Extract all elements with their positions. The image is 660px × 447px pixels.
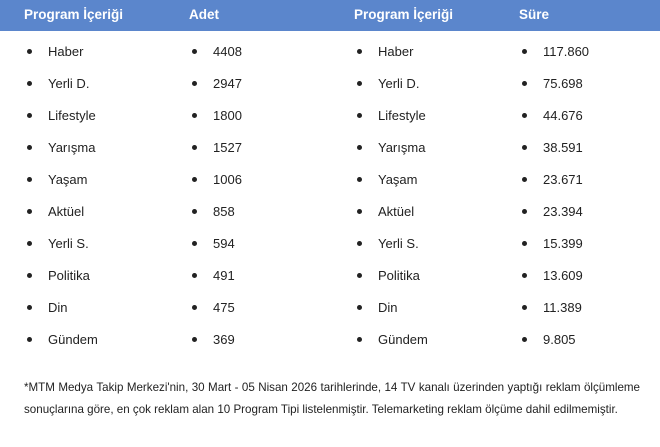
table-header xyxy=(0,0,660,31)
cell-text: Yerli D. xyxy=(378,76,420,91)
cell-text: 13.609 xyxy=(543,268,583,283)
header-program-content-2: Program İçeriği xyxy=(354,7,454,22)
adet-value-cell xyxy=(213,300,235,315)
bullet-icon xyxy=(522,81,527,86)
cell-text: 75.698 xyxy=(543,76,583,91)
bullet-icon xyxy=(522,177,527,182)
table-row xyxy=(0,132,660,164)
sure-program-cell xyxy=(378,172,418,187)
cell-text: Yarışma xyxy=(378,140,426,155)
adet-value-cell xyxy=(213,108,242,123)
cell-text: 2947 xyxy=(213,76,242,91)
adet-program-cell xyxy=(48,44,83,59)
adet-value-cell xyxy=(213,172,242,187)
bullet-icon xyxy=(27,113,32,118)
adet-value-cell xyxy=(213,204,235,219)
cell-text: 117.860 xyxy=(543,44,590,59)
sure-value-cell xyxy=(543,76,583,91)
bullet-icon xyxy=(357,113,362,118)
adet-program-cell xyxy=(48,300,68,315)
cell-text: 23.394 xyxy=(543,204,583,219)
cell-text: Aktüel xyxy=(378,204,415,219)
cell-text: 9.805 xyxy=(543,332,576,347)
bullet-icon xyxy=(357,49,362,54)
cell-text: Haber xyxy=(48,44,84,59)
table-row xyxy=(0,228,660,260)
bullet-icon xyxy=(357,209,362,214)
bullet-icon xyxy=(357,273,362,278)
cell-text: Haber xyxy=(378,44,414,59)
adet-program-cell xyxy=(48,108,96,123)
cell-text: Gündem xyxy=(48,332,98,347)
bullet-icon xyxy=(522,145,527,150)
cell-text: Yarışma xyxy=(48,140,96,155)
cell-text: 11.389 xyxy=(543,300,582,315)
header-duration: Süre xyxy=(519,7,550,22)
bullet-icon xyxy=(192,209,197,214)
cell-text: Yerli D. xyxy=(48,76,90,91)
sure-program-cell xyxy=(378,236,419,251)
table-row xyxy=(0,100,660,132)
cell-text: Gündem xyxy=(378,332,428,347)
bullet-icon xyxy=(357,81,362,86)
bullet-icon xyxy=(27,49,32,54)
bullet-icon xyxy=(27,241,32,246)
bullet-icon xyxy=(27,209,32,214)
header-count: Adet xyxy=(189,7,219,22)
table-row xyxy=(0,324,660,356)
cell-text: Din xyxy=(48,300,68,315)
adet-value-cell xyxy=(213,236,235,251)
cell-text: 4408 xyxy=(213,44,242,59)
cell-text: Yaşam xyxy=(378,172,418,187)
sure-program-cell xyxy=(378,76,419,91)
bullet-icon xyxy=(522,209,527,214)
sure-program-cell xyxy=(378,204,414,219)
header-program-content-1: Program İçeriği xyxy=(24,7,124,22)
table-row xyxy=(0,292,660,324)
bullet-icon xyxy=(27,145,32,150)
cell-text: 369 xyxy=(213,332,235,347)
sure-value-cell xyxy=(543,204,583,219)
cell-text: 1527 xyxy=(213,140,242,155)
sure-value-cell xyxy=(543,332,576,347)
bullet-icon xyxy=(357,305,362,310)
adet-value-cell xyxy=(213,268,235,283)
sure-program-cell xyxy=(378,44,413,59)
sure-program-cell xyxy=(378,332,428,347)
cell-text: 23.671 xyxy=(543,172,583,187)
bullet-icon xyxy=(357,337,362,342)
sure-value-cell xyxy=(543,300,582,315)
sure-value-cell xyxy=(543,140,583,155)
cell-text: Politika xyxy=(48,268,90,283)
sure-value-cell xyxy=(543,268,583,283)
sure-value-cell xyxy=(543,108,583,123)
cell-text: Lifestyle xyxy=(48,108,96,123)
bullet-icon xyxy=(192,337,197,342)
sure-program-cell xyxy=(378,300,398,315)
cell-text: 475 xyxy=(213,300,235,315)
bullet-icon xyxy=(522,241,527,246)
cell-text: 491 xyxy=(213,268,235,283)
table-row xyxy=(0,36,660,68)
cell-text: Yerli S. xyxy=(48,236,89,251)
bullet-icon xyxy=(522,305,527,310)
sure-value-cell xyxy=(543,236,583,251)
cell-text: Din xyxy=(378,300,398,315)
bullet-icon xyxy=(522,273,527,278)
bullet-icon xyxy=(192,177,197,182)
adet-program-cell xyxy=(48,140,95,155)
table-body xyxy=(0,36,660,356)
table-row xyxy=(0,260,660,292)
cell-text: 594 xyxy=(213,236,235,251)
sure-value-cell xyxy=(543,44,589,59)
bullet-icon xyxy=(27,305,32,310)
bullet-icon xyxy=(522,337,527,342)
bullet-icon xyxy=(27,273,32,278)
bullet-icon xyxy=(192,273,197,278)
sure-value-cell xyxy=(543,172,583,187)
adet-value-cell xyxy=(213,76,242,91)
sure-program-cell xyxy=(378,140,425,155)
bullet-icon xyxy=(522,113,527,118)
bullet-icon xyxy=(357,145,362,150)
bullet-icon xyxy=(192,305,197,310)
adet-program-cell xyxy=(48,204,84,219)
bullet-icon xyxy=(192,145,197,150)
bullet-icon xyxy=(357,241,362,246)
adet-value-cell xyxy=(213,140,242,155)
cell-text: 1006 xyxy=(213,172,242,187)
table-row xyxy=(0,68,660,100)
table-row xyxy=(0,164,660,196)
cell-text: 44.676 xyxy=(543,108,583,123)
bullet-icon xyxy=(357,177,362,182)
cell-text: Yaşam xyxy=(48,172,88,187)
cell-text: Yerli S. xyxy=(378,236,419,251)
bullet-icon xyxy=(192,113,197,118)
sure-program-cell xyxy=(378,108,426,123)
adet-program-cell xyxy=(48,172,88,187)
adet-value-cell xyxy=(213,44,242,59)
bullet-icon xyxy=(192,81,197,86)
footnote: *MTM Medya Takip Merkezi'nin, 30 Mart - 05 Nisan 2026 tarihlerinde, 14 TV kanalı üzerinden yaptığı reklam ölçümleme sonuçlarına göre, en çok reklam alan 10 Program Tipi listelenmiştir. Telemarketing reklam ölçüme dahil edilmemiştir. xyxy=(24,381,640,416)
cell-text: Aktüel xyxy=(48,204,85,219)
adet-program-cell xyxy=(48,332,98,347)
adet-value-cell xyxy=(213,332,235,347)
adet-program-cell xyxy=(48,236,89,251)
bullet-icon xyxy=(192,241,197,246)
cell-text: Politika xyxy=(378,268,420,283)
bullet-icon xyxy=(27,81,32,86)
bullet-icon xyxy=(522,49,527,54)
adet-program-cell xyxy=(48,268,90,283)
adet-program-cell xyxy=(48,76,89,91)
sure-program-cell xyxy=(378,268,420,283)
bullet-icon xyxy=(27,177,32,182)
table-row xyxy=(0,196,660,228)
cell-text: 858 xyxy=(213,204,235,219)
bullet-icon xyxy=(192,49,197,54)
cell-text: Lifestyle xyxy=(378,108,426,123)
bullet-icon xyxy=(27,337,32,342)
cell-text: 38.591 xyxy=(543,140,583,155)
cell-text: 15.399 xyxy=(543,236,583,251)
cell-text: 1800 xyxy=(213,108,242,123)
